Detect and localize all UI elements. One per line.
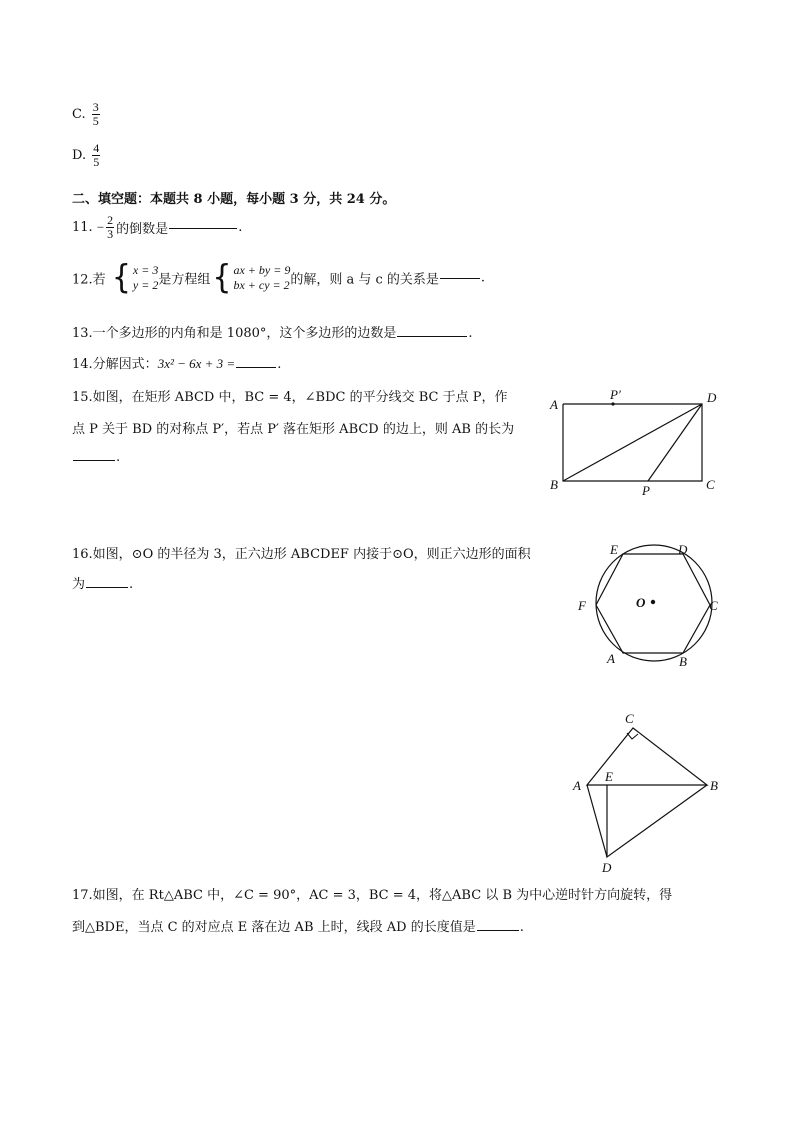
q17-text: 到△BDE，当点 C 的对应点 E 落在边 AB 上时，线段 AD 的长度值是 xyxy=(72,920,476,935)
question-16-line-1: 16.如图，⊙O 的半径为 3，正六边形 ABCDEF 内接于⊙O，则正六边形的面积 xyxy=(72,547,531,562)
question-11 xyxy=(72,214,242,241)
figure-16-hexagon xyxy=(572,538,722,670)
label-a: A xyxy=(607,651,615,666)
figure-17-triangles xyxy=(565,708,730,878)
answer-blank[interactable] xyxy=(440,277,480,279)
question-16-answer xyxy=(72,573,133,592)
label-c: C xyxy=(709,598,718,613)
period: . xyxy=(129,577,134,592)
answer-blank[interactable] xyxy=(86,586,128,588)
answer-blank[interactable] xyxy=(169,227,237,229)
triangle-bde xyxy=(607,785,707,857)
question-12 xyxy=(72,258,486,297)
label-e: E xyxy=(605,769,613,784)
option-d-label: D. xyxy=(72,148,87,163)
label-a: A xyxy=(573,778,581,793)
period: . xyxy=(519,920,524,935)
fraction-denominator: 5 xyxy=(93,155,100,169)
question-17-line-1: 17.如图，在 Rt△ABC 中，∠C = 90°，AC = 3，BC = 4，将△ABC 以 B 为中心逆时针方向旋转，得 xyxy=(72,888,673,903)
equation: ax + by = 9 xyxy=(233,263,291,277)
center-point-o xyxy=(651,600,655,604)
label-e: E xyxy=(610,542,618,557)
label-b: B xyxy=(679,654,687,669)
equation-system-1 xyxy=(133,263,158,293)
point-p-prime xyxy=(611,402,614,405)
period: . xyxy=(468,326,473,341)
fraction-numerator: 3 xyxy=(92,100,99,114)
question-14 xyxy=(72,353,281,372)
segment-dp xyxy=(648,404,702,481)
left-brace: { xyxy=(111,258,131,297)
equation: x = 3 xyxy=(132,263,159,277)
q11-text: 的倒数是 xyxy=(116,222,169,237)
diagonal-bd xyxy=(563,404,702,481)
figure-15-rectangle xyxy=(540,385,730,500)
question-number: 11. xyxy=(72,220,93,235)
label-d: D xyxy=(602,860,612,875)
equation: y = 2 xyxy=(132,278,159,292)
label-c: C xyxy=(706,477,715,492)
fraction-denominator: 5 xyxy=(92,114,99,128)
fraction-numerator: 4 xyxy=(93,141,100,155)
label-p-prime: P′ xyxy=(610,387,621,402)
q14-text: 14.分解因式： xyxy=(72,357,158,372)
q13-text: 13.一个多边形的内角和是 1080°，这个多边形的边数是 xyxy=(72,326,397,341)
label-d: D xyxy=(678,542,688,557)
q12-text-mid: 是方程组 xyxy=(158,272,211,288)
equation: bx + cy = 2 xyxy=(233,278,290,292)
q12-text-tail: 的解，则 a 与 c 的关系是 xyxy=(290,272,439,288)
q11-fraction xyxy=(106,214,114,241)
fraction-denominator: 3 xyxy=(107,227,114,241)
label-d: D xyxy=(707,390,717,405)
question-15-line-1: 15.如图，在矩形 ABCD 中，BC = 4，∠BDC 的平分线交 BC 于点 P，作 xyxy=(72,390,508,405)
question-15-answer xyxy=(72,450,120,465)
equation-system-2 xyxy=(233,263,290,293)
fraction-numerator: 2 xyxy=(107,213,114,227)
answer-blank[interactable] xyxy=(397,335,467,337)
label-f: F xyxy=(578,598,586,613)
label-c: C xyxy=(625,711,634,726)
segment-ad xyxy=(587,785,607,857)
question-15-line-2: 点 P 关于 BD 的对称点 P′，若点 P′ 落在矩形 ABCD 的边上，则 AB 的长为 xyxy=(72,422,515,437)
option-c xyxy=(72,101,102,128)
period: . xyxy=(277,357,282,372)
q14-expression: 3x² − 6x + 3 = xyxy=(157,356,236,371)
label-b: B xyxy=(550,477,558,492)
label-b: B xyxy=(710,778,718,793)
label-o: O xyxy=(636,595,646,610)
label-p: P xyxy=(642,483,650,498)
period: . xyxy=(480,270,486,286)
minus-sign: − xyxy=(96,219,105,235)
option-d xyxy=(72,142,102,169)
section-title: 二、填空题：本题共 8 小题，每小题 3 分，共 24 分。 xyxy=(72,192,396,207)
option-c-fraction xyxy=(92,101,100,128)
label-a: A xyxy=(550,397,558,412)
answer-blank[interactable] xyxy=(477,929,519,931)
q16-text: 为 xyxy=(72,577,86,592)
question-13 xyxy=(72,322,473,341)
period: . xyxy=(238,220,243,235)
question-number: 12.若 xyxy=(72,272,106,288)
period: . xyxy=(116,450,121,465)
option-d-fraction xyxy=(92,142,100,169)
left-brace: { xyxy=(212,258,232,297)
question-17-line-2 xyxy=(72,916,524,935)
option-c-label: C. xyxy=(72,107,86,122)
answer-blank[interactable] xyxy=(236,366,276,368)
answer-blank[interactable] xyxy=(73,459,115,461)
